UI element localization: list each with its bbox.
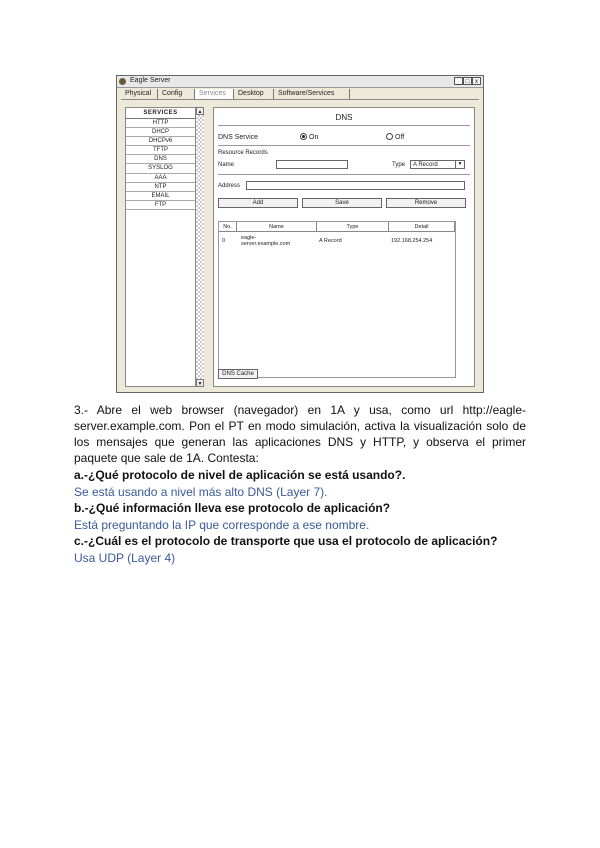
- type-value: A Record: [413, 162, 438, 168]
- sidebar-item-email[interactable]: EMAIL: [126, 192, 195, 201]
- sidebar-item-tftp[interactable]: TFTP: [126, 146, 195, 155]
- answer-b: Está preguntando la IP que corresponde a ese nombre.: [74, 518, 370, 532]
- dns-panel: [213, 107, 475, 387]
- instruction-paragraph: 3.- Abre el web browser (navegador) en 1A y usa, como url http://eagle-server.example.com. Pon el PT en modo simulación, activa la visualización solo de los mensajes que generan las aplicaciones DNS y HTTP, y observa el primer paquete que sale de 1A. Contesta:: [74, 403, 526, 465]
- add-button[interactable]: Add: [218, 198, 298, 208]
- tab-bar: [121, 89, 479, 99]
- address-label: Address: [218, 183, 241, 189]
- question-a: a.-¿Qué protocolo de nivel de aplicación se está usando?.: [74, 468, 406, 482]
- divider: [218, 174, 470, 175]
- title-bar: [117, 76, 483, 88]
- dns-off-radio[interactable]: [386, 133, 404, 141]
- chevron-down-icon[interactable]: ▼: [455, 161, 464, 168]
- sidebar-item-dhcpv6[interactable]: DHCPv6: [126, 137, 195, 146]
- dns-title: DNS: [335, 113, 353, 122]
- answer-c: Usa UDP (Layer 4): [74, 551, 176, 565]
- column-header-name: Name: [237, 222, 317, 232]
- radio-selected-icon: [300, 133, 307, 140]
- dns-service-label: DNS Service: [218, 134, 259, 141]
- close-button[interactable]: x: [472, 77, 481, 85]
- answer-a: Se está usando a nivel más alto DNS (Layer 7).: [74, 485, 328, 499]
- row-name-line1: eagle-: [241, 235, 257, 241]
- column-header-detail: Detail: [389, 222, 455, 232]
- on-label: On: [309, 134, 319, 141]
- sidebar-item-ntp[interactable]: NTP: [126, 183, 195, 192]
- save-button[interactable]: Save: [302, 198, 382, 208]
- sidebar-item-http[interactable]: HTTP: [126, 119, 195, 128]
- screenshot-window: [116, 75, 484, 393]
- sidebar-item-ftp[interactable]: FTP: [126, 201, 195, 210]
- scroll-track[interactable]: [196, 107, 204, 387]
- column-header-type: Type: [317, 222, 389, 232]
- tab-divider: [121, 99, 479, 100]
- name-label: Name: [218, 162, 235, 168]
- radio-unselected-icon: [386, 133, 393, 140]
- tab-physical[interactable]: Physical: [121, 89, 158, 99]
- sidebar-header: SERVICES: [126, 108, 195, 119]
- off-label: Off: [395, 134, 405, 141]
- type-label: Type: [392, 162, 406, 168]
- name-input[interactable]: [276, 160, 348, 169]
- row-detail: 192.168.254.254: [391, 238, 433, 244]
- app-icon: [119, 78, 126, 85]
- minimize-button[interactable]: _: [454, 77, 463, 85]
- address-input[interactable]: [246, 181, 465, 190]
- tab-config[interactable]: Config: [158, 89, 195, 99]
- sidebar-item-dns[interactable]: DNS: [126, 155, 195, 164]
- scroll-down-arrow-icon[interactable]: ▼: [197, 381, 203, 387]
- maximize-button[interactable]: □: [463, 77, 472, 85]
- column-header-no: No.: [219, 222, 237, 232]
- divider: [218, 145, 470, 146]
- sidebar-item-dhcp[interactable]: DHCP: [126, 128, 195, 137]
- tab-software-services[interactable]: Software/Services: [274, 89, 350, 99]
- records-table: [218, 221, 456, 378]
- sidebar-item-syslog[interactable]: SYSLOG: [126, 164, 195, 173]
- dns-on-radio[interactable]: [300, 133, 318, 141]
- divider: [218, 125, 470, 126]
- scroll-up-arrow-icon[interactable]: ▲: [197, 109, 203, 115]
- row-no: 0: [222, 238, 226, 244]
- window-title: Eagle Server: [130, 77, 171, 84]
- row-type: A Record: [319, 238, 342, 244]
- tab-desktop[interactable]: Desktop: [234, 89, 274, 99]
- question-b: b.-¿Qué información lleva ese protocolo de aplicación?: [74, 501, 391, 515]
- remove-button[interactable]: Remove: [386, 198, 466, 208]
- dns-cache-button[interactable]: DNS Cache: [218, 369, 258, 379]
- question-c: c.-¿Cuál es el protocolo de transporte que usa el protocolo de aplicación?: [74, 534, 498, 548]
- tab-services[interactable]: Services: [195, 89, 234, 99]
- row-name-line2: server.example.com: [241, 241, 291, 247]
- resource-records-label: Resource Records: [218, 150, 268, 156]
- services-sidebar: [125, 107, 196, 387]
- type-select[interactable]: [410, 160, 465, 169]
- sidebar-item-aaa[interactable]: AAA: [126, 174, 195, 183]
